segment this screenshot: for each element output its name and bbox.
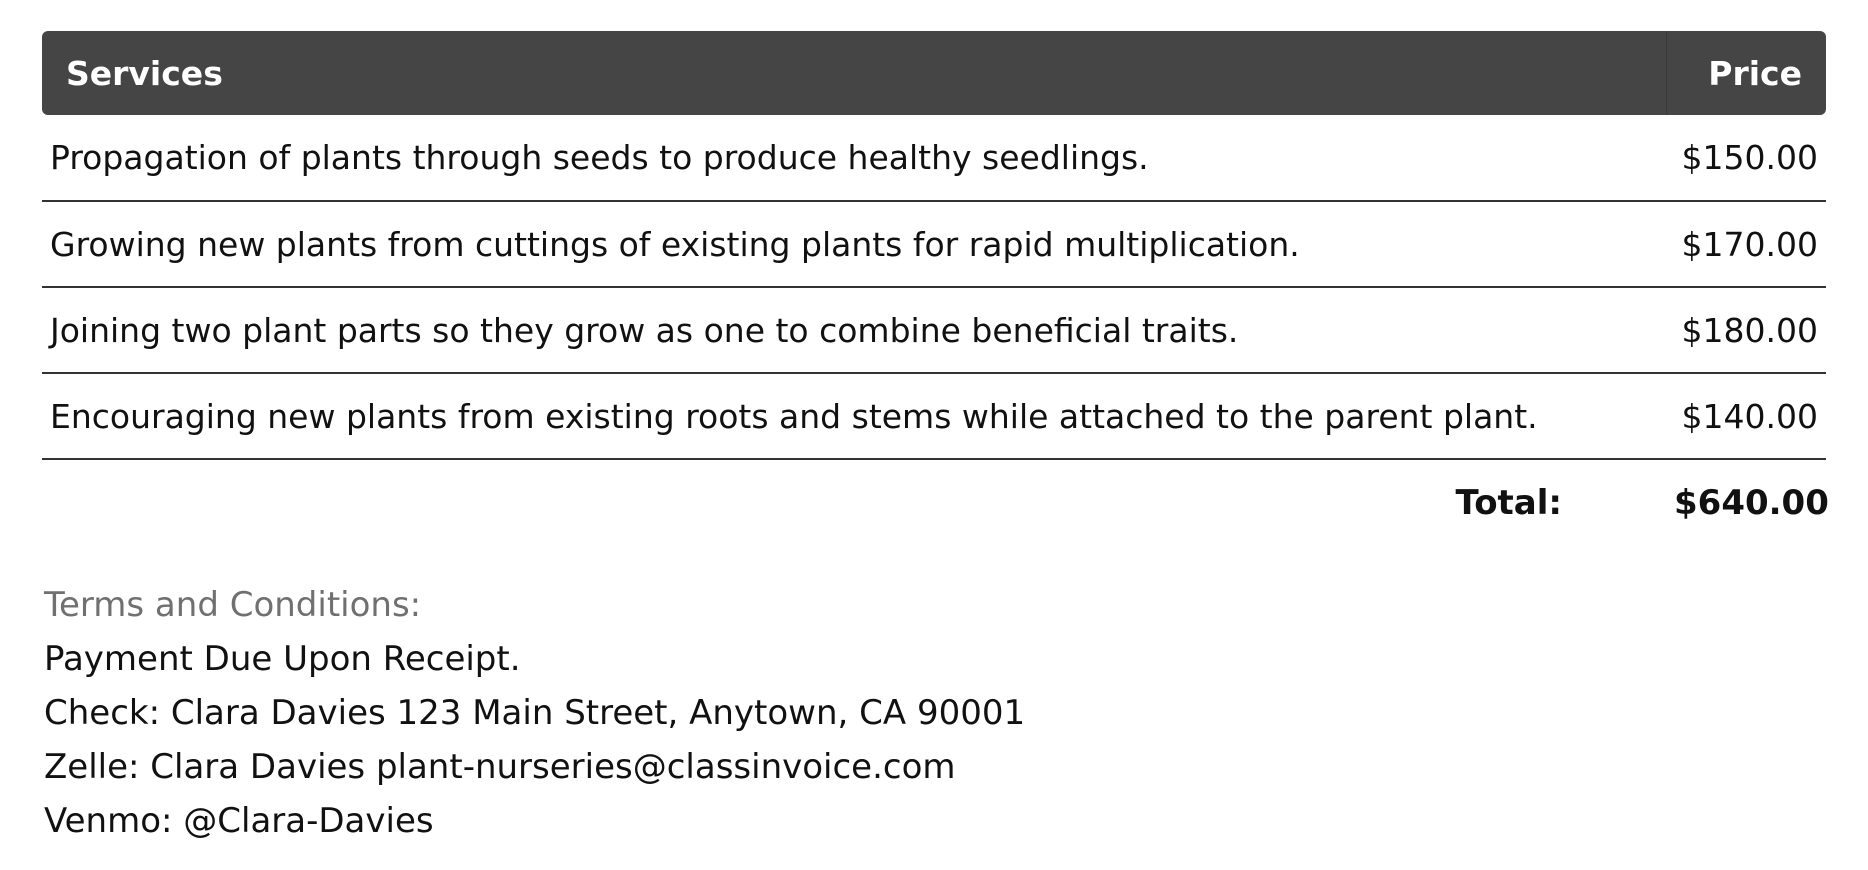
header-price: Price xyxy=(1666,31,1826,115)
terms-check-info: Check: Clara Davies 123 Main Street, Anytown, CA 90001 xyxy=(44,693,1026,733)
service-description: Encouraging new plants from existing roots and stems while attached to the parent plant. xyxy=(42,373,1666,459)
service-price: $140.00 xyxy=(1666,373,1826,459)
services-table xyxy=(42,31,1829,545)
terms-heading: Terms and Conditions: xyxy=(44,585,422,625)
terms-venmo-info: Venmo: @Clara-Davies xyxy=(44,801,434,841)
header-services: Services xyxy=(42,31,1666,115)
table-row xyxy=(42,115,1826,201)
table-row xyxy=(42,287,1826,373)
service-price: $150.00 xyxy=(1666,115,1826,201)
service-description: Growing new plants from cuttings of existing plants for rapid multiplication. xyxy=(42,201,1666,287)
total-label: Total: xyxy=(1455,482,1562,523)
table-row xyxy=(42,201,1826,287)
table-row xyxy=(42,373,1826,459)
total-value: $640.00 xyxy=(1674,482,1829,523)
service-price: $170.00 xyxy=(1666,201,1826,287)
service-description: Propagation of plants through seeds to produce healthy seedlings. xyxy=(42,115,1666,201)
table-header-row xyxy=(42,31,1826,115)
service-price: $180.00 xyxy=(1666,287,1826,373)
total-row xyxy=(42,459,1826,545)
service-description: Joining two plant parts so they grow as one to combine beneficial traits. xyxy=(42,287,1666,373)
terms-section xyxy=(44,578,1444,848)
terms-payment-due: Payment Due Upon Receipt. xyxy=(44,639,521,679)
terms-zelle-info: Zelle: Clara Davies plant-nurseries@classinvoice.com xyxy=(44,747,956,787)
